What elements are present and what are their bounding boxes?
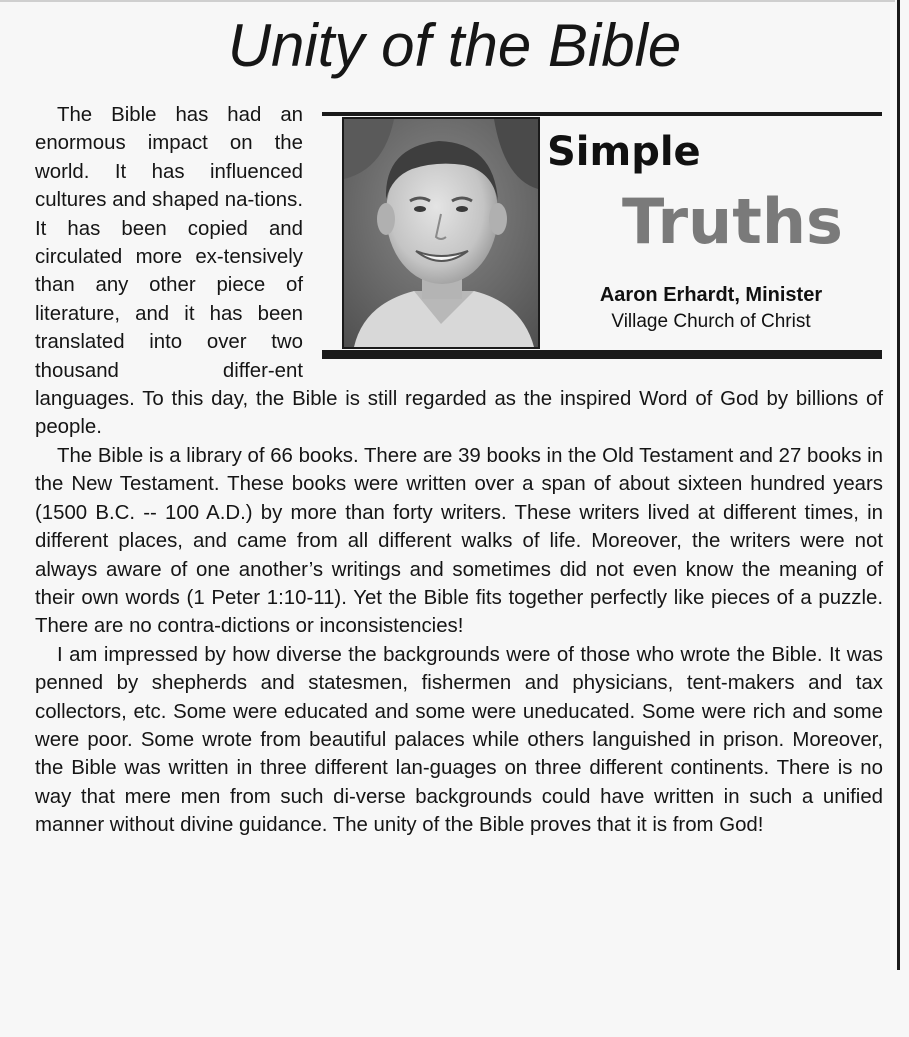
top-divider: [0, 0, 895, 2]
header-float-spacer: [323, 101, 883, 369]
article-body: [35, 101, 883, 840]
brand-truths: Truths: [622, 185, 843, 258]
church-name: Village Church of Christ: [611, 311, 811, 332]
paragraph-2: The Bible is a library of 66 books. There are 39 books in the Old Testament and 27 books in the New Testament. These books were written over a span of about sixteen hundred years (1500 B.C. -- 100 A.D.) by more than forty writers. These writers lived at different times, in different places, and came from all different walks of life. Moreover, the writers were not always aware of one another’s writings and sometimes did not even know the meaning of their own words (1 Peter 1:10-11). Yet the Bible fits together perfectly like pieces of a puzzle. There are no contra-​dictions or inconsistencies!: [35, 444, 883, 638]
paragraph-1: The Bible has had an enormous impact on the world. It has influenced cultures and shaped na-​tions. It has been copied and circulated more ex-​tensively than any other piece of literature, and it has been translated into over two thousand differ-​ent languages. To this day, the Bible is still regarded as the inspired Word of God by billions of people.: [35, 104, 883, 439]
column-divider: [897, 0, 900, 970]
author-name: Aaron Erhardt, Minister: [599, 284, 823, 306]
brand-simple: Simple: [547, 129, 701, 175]
paragraph-3: I am impressed by how diverse the backgrounds were of those who wrote the Bible. It was penned by shepherds and statesmen, fishermen and physicians, tent-​makers and tax collectors, etc. Some were educated and some were uneducated. Some were rich and some were poor. Some wrote from beautiful palaces while others languished in prison. Moreover, the Bible was written in three different lan-​guages on three different continents. There is no way that mere men from such di-​verse backgrounds could have written in such a unified manner without divine guidance. The unity of the Bible proves that it is from God!: [35, 643, 883, 837]
article-title: Unity of the Bible: [227, 12, 682, 79]
